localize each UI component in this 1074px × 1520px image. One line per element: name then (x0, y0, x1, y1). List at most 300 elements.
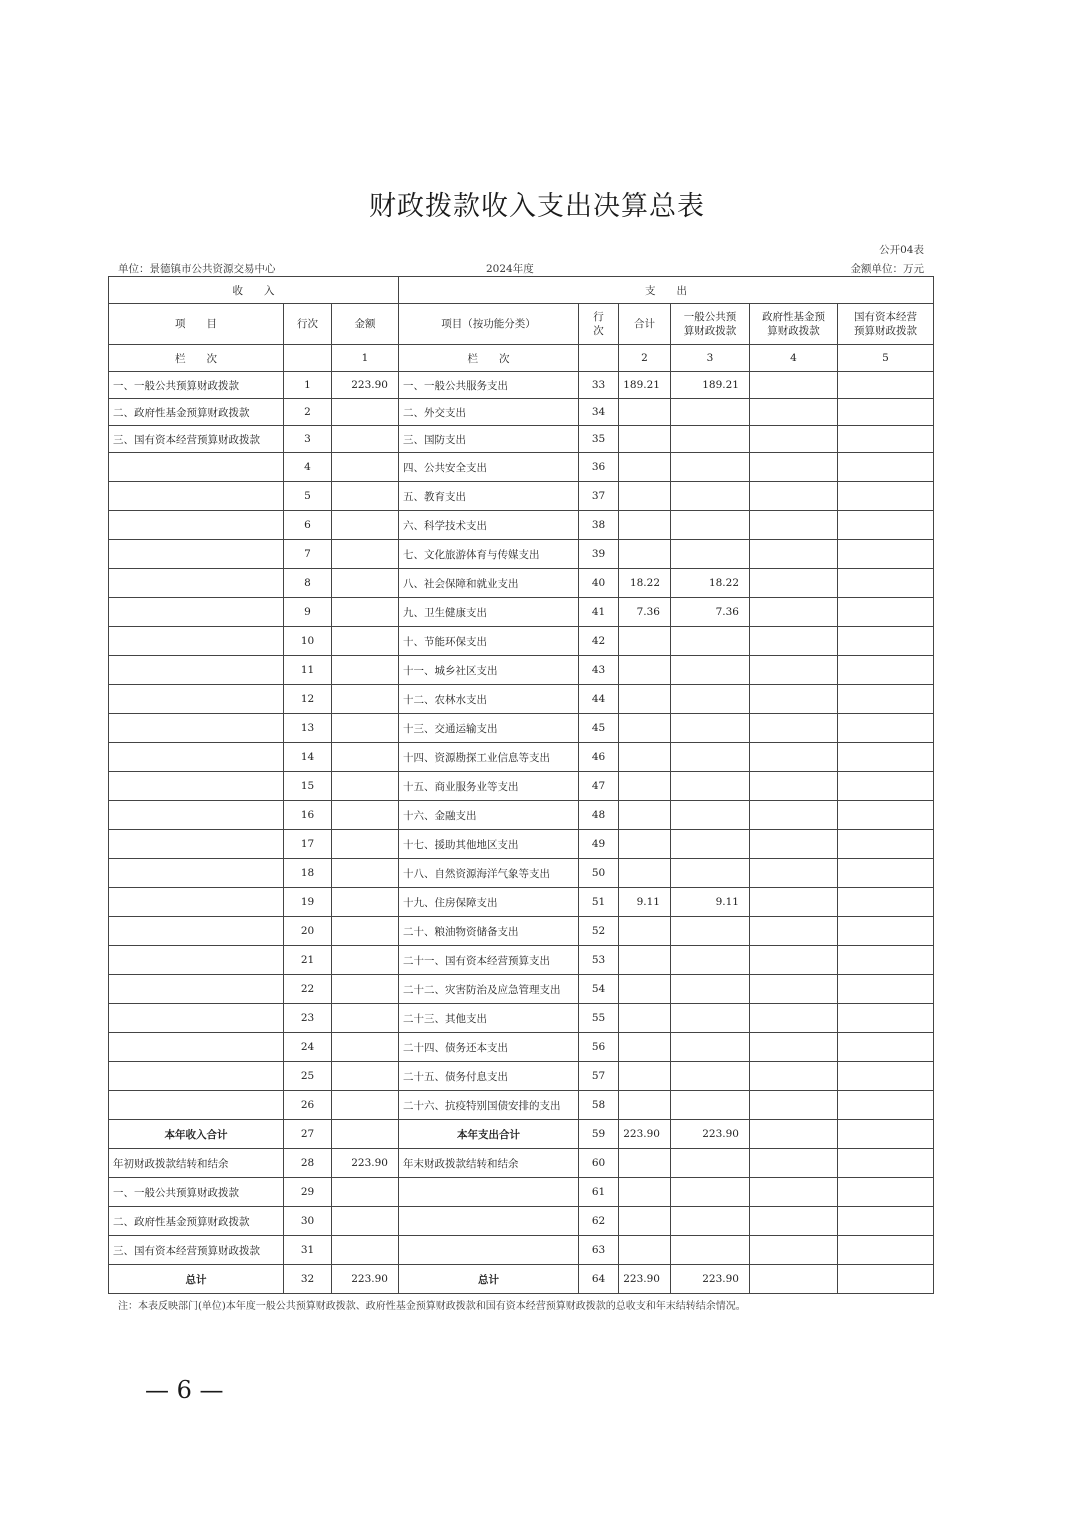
income-amount (332, 1120, 399, 1149)
income-line: 21 (284, 946, 332, 975)
soe-amount (838, 540, 934, 569)
expense-header: 支 出 (399, 277, 934, 304)
expense-line: 50 (579, 859, 619, 888)
soe-amount (838, 859, 934, 888)
income-amount (332, 511, 399, 540)
gov-fund-amount (750, 540, 838, 569)
soe-amount (838, 372, 934, 399)
income-item (109, 569, 284, 598)
expense-total (619, 1062, 671, 1091)
expense-line: 49 (579, 830, 619, 859)
table-row (109, 888, 934, 917)
income-item (109, 627, 284, 656)
income-line: 6 (284, 511, 332, 540)
income-line: 1 (284, 372, 332, 399)
general-budget-amount (671, 1236, 750, 1265)
expense-item: 二十二、灾害防治及应急管理支出 (399, 975, 579, 1004)
income-item (109, 714, 284, 743)
table-row (109, 372, 934, 399)
table-row (109, 453, 934, 482)
income-line: 8 (284, 569, 332, 598)
soe-amount (838, 1236, 934, 1265)
gov-fund-amount (750, 1120, 838, 1149)
income-item (109, 743, 284, 772)
income-line: 5 (284, 482, 332, 511)
table-row (109, 1091, 934, 1120)
income-amount (332, 743, 399, 772)
income-line: 13 (284, 714, 332, 743)
income-amount (332, 399, 399, 426)
income-amount (332, 975, 399, 1004)
general-budget-amount: 223.90 (671, 1265, 750, 1294)
table-row (109, 1265, 934, 1294)
general-budget-amount (671, 975, 750, 1004)
expense-total (619, 1091, 671, 1120)
expense-line: 64 (579, 1265, 619, 1294)
table-row (109, 1004, 934, 1033)
income-amount (332, 859, 399, 888)
col-number-5: 5 (838, 345, 934, 372)
gov-fund-amount (750, 772, 838, 801)
income-amount (332, 714, 399, 743)
income-line: 27 (284, 1120, 332, 1149)
expense-line: 57 (579, 1062, 619, 1091)
income-amount (332, 1236, 399, 1265)
expense-line: 59 (579, 1120, 619, 1149)
income-amount (332, 656, 399, 685)
item-func-header: 项目（按功能分类） (399, 304, 579, 345)
income-item (109, 772, 284, 801)
expense-line: 56 (579, 1033, 619, 1062)
income-amount (332, 1062, 399, 1091)
income-amount (332, 1004, 399, 1033)
income-item (109, 1091, 284, 1120)
expense-item: 一、一般公共服务支出 (399, 372, 579, 399)
expense-total (619, 685, 671, 714)
soe-amount (838, 627, 934, 656)
expense-item: 九、卫生健康支出 (399, 598, 579, 627)
report-year: 2024年度 (486, 263, 534, 275)
expense-line: 34 (579, 399, 619, 426)
income-line: 20 (284, 917, 332, 946)
expense-total (619, 656, 671, 685)
gov-fund-amount (750, 482, 838, 511)
income-amount (332, 946, 399, 975)
income-item (109, 859, 284, 888)
general-budget-amount (671, 1091, 750, 1120)
income-amount (332, 482, 399, 511)
table-row (109, 1178, 934, 1207)
item-header: 项 目 (109, 304, 284, 345)
general-budget-amount (671, 714, 750, 743)
income-item (109, 482, 284, 511)
general-budget-amount (671, 627, 750, 656)
soe-amount (838, 1265, 934, 1294)
gov-fund-amount (750, 801, 838, 830)
expense-item: 十三、交通运输支出 (399, 714, 579, 743)
general-budget-amount (671, 1004, 750, 1033)
income-amount (332, 685, 399, 714)
soe-amount (838, 917, 934, 946)
expense-line: 38 (579, 511, 619, 540)
gov-fund-amount (750, 569, 838, 598)
income-line: 28 (284, 1149, 332, 1178)
income-line: 12 (284, 685, 332, 714)
general-budget-amount (671, 453, 750, 482)
expense-item: 六、科学技术支出 (399, 511, 579, 540)
gov-fund-amount (750, 372, 838, 399)
expense-total (619, 1236, 671, 1265)
table-row (109, 714, 934, 743)
table-note: 注：本表反映部门(单位)本年度一般公共预算财政拨款、政府性基金预算财政拨款和国有资本经营预算财政拨款的总收支和年末结转结余情况。 (118, 1301, 746, 1312)
expense-line: 33 (579, 372, 619, 399)
expense-total (619, 830, 671, 859)
col-number-4: 4 (750, 345, 838, 372)
table-row (109, 598, 934, 627)
income-item: 二、政府性基金预算财政拨款 (109, 1207, 284, 1236)
income-line: 11 (284, 656, 332, 685)
income-amount (332, 830, 399, 859)
general-budget-amount: 7.36 (671, 598, 750, 627)
income-item (109, 1004, 284, 1033)
expense-item: 十、节能环保支出 (399, 627, 579, 656)
expense-item: 十八、自然资源海洋气象等支出 (399, 859, 579, 888)
income-line: 16 (284, 801, 332, 830)
expense-total (619, 859, 671, 888)
income-item (109, 917, 284, 946)
income-item (109, 685, 284, 714)
table-row (109, 975, 934, 1004)
gov-fund-amount (750, 453, 838, 482)
income-line: 22 (284, 975, 332, 1004)
income-item (109, 540, 284, 569)
income-line: 7 (284, 540, 332, 569)
expense-item: 十一、城乡社区支出 (399, 656, 579, 685)
income-line: 17 (284, 830, 332, 859)
table-row (109, 917, 934, 946)
gov-fund-amount (750, 598, 838, 627)
income-item (109, 975, 284, 1004)
expense-total (619, 1149, 671, 1178)
general-budget-amount: 223.90 (671, 1120, 750, 1149)
expense-line: 53 (579, 946, 619, 975)
soe-amount (838, 511, 934, 540)
column-number-row (109, 345, 934, 372)
expense-line: 46 (579, 743, 619, 772)
soe-amount (838, 1033, 934, 1062)
income-item (109, 1062, 284, 1091)
general-budget-amount (671, 482, 750, 511)
income-header: 收 入 (109, 277, 399, 304)
income-amount (332, 1207, 399, 1236)
income-line: 15 (284, 772, 332, 801)
expense-item: 二十五、债务付息支出 (399, 1062, 579, 1091)
income-line: 3 (284, 426, 332, 453)
expense-item: 五、教育支出 (399, 482, 579, 511)
soe-amount (838, 1149, 934, 1178)
expense-item: 十六、金融支出 (399, 801, 579, 830)
table-row (109, 540, 934, 569)
col-number-3: 3 (671, 345, 750, 372)
soe-header: 国有资本经营 预算财政拨款 (838, 304, 934, 345)
table-row (109, 1033, 934, 1062)
expense-total: 223.90 (619, 1265, 671, 1294)
income-item (109, 453, 284, 482)
soe-amount (838, 1062, 934, 1091)
income-item: 一、一般公共预算财政拨款 (109, 372, 284, 399)
expense-item: 本年支出合计 (399, 1120, 579, 1149)
expense-total: 223.90 (619, 1120, 671, 1149)
expense-line: 61 (579, 1178, 619, 1207)
expense-total (619, 627, 671, 656)
income-item (109, 888, 284, 917)
expense-line: 60 (579, 1149, 619, 1178)
expense-total (619, 975, 671, 1004)
expense-line: 58 (579, 1091, 619, 1120)
table-row (109, 1062, 934, 1091)
expense-item (399, 1236, 579, 1265)
page-number: — 6 — (145, 1376, 224, 1404)
col-label-2: 栏 次 (399, 345, 579, 372)
expense-total (619, 743, 671, 772)
gov-fund-amount (750, 743, 838, 772)
general-budget-amount (671, 511, 750, 540)
table-row (109, 627, 934, 656)
expense-line: 43 (579, 656, 619, 685)
expense-line: 47 (579, 772, 619, 801)
income-item: 本年收入合计 (109, 1120, 284, 1149)
soe-amount (838, 772, 934, 801)
table-row (109, 743, 934, 772)
gov-fund-amount (750, 1149, 838, 1178)
money-unit: 金额单位：万元 (850, 263, 924, 275)
income-line: 32 (284, 1265, 332, 1294)
table-row (109, 1149, 934, 1178)
table-row (109, 946, 934, 975)
income-amount (332, 453, 399, 482)
expense-line: 39 (579, 540, 619, 569)
expense-item: 七、文化旅游体育与传媒支出 (399, 540, 579, 569)
general-budget-amount (671, 917, 750, 946)
gov-fund-amount (750, 830, 838, 859)
income-line: 2 (284, 399, 332, 426)
general-budget-amount: 18.22 (671, 569, 750, 598)
expense-item: 总计 (399, 1265, 579, 1294)
income-item: 三、国有资本经营预算财政拨款 (109, 1236, 284, 1265)
expense-item: 二十三、其他支出 (399, 1004, 579, 1033)
gov-fund-amount (750, 1265, 838, 1294)
expense-item (399, 1178, 579, 1207)
income-amount (332, 917, 399, 946)
gov-fund-amount (750, 975, 838, 1004)
expense-item: 年末财政拨款结转和结余 (399, 1149, 579, 1178)
income-line: 30 (284, 1207, 332, 1236)
expense-total (619, 511, 671, 540)
unit-name: 单位：景德镇市公共资源交易中心 (118, 263, 276, 275)
table-row (109, 482, 934, 511)
income-amount (332, 540, 399, 569)
expense-item: 十二、农林水支出 (399, 685, 579, 714)
expense-total (619, 426, 671, 453)
gov-fund-amount (750, 917, 838, 946)
expense-total (619, 772, 671, 801)
expense-total (619, 714, 671, 743)
income-line: 31 (284, 1236, 332, 1265)
table-row (109, 830, 934, 859)
page-title: 财政拨款收入支出决算总表 (369, 191, 705, 222)
soe-amount (838, 1207, 934, 1236)
soe-amount (838, 453, 934, 482)
income-amount: 223.90 (332, 1265, 399, 1294)
expense-line: 42 (579, 627, 619, 656)
expense-item: 二、外交支出 (399, 399, 579, 426)
income-item (109, 511, 284, 540)
soe-amount (838, 598, 934, 627)
income-amount: 223.90 (332, 1149, 399, 1178)
income-line: 10 (284, 627, 332, 656)
income-line: 23 (284, 1004, 332, 1033)
soe-amount (838, 1091, 934, 1120)
expense-total: 7.36 (619, 598, 671, 627)
expense-item: 二十六、抗疫特别国债安排的支出 (399, 1091, 579, 1120)
gov-fund-amount (750, 888, 838, 917)
soe-amount (838, 569, 934, 598)
income-amount (332, 426, 399, 453)
soe-amount (838, 714, 934, 743)
expense-item: 十五、商业服务业等支出 (399, 772, 579, 801)
expense-total (619, 1207, 671, 1236)
table-row (109, 656, 934, 685)
gov-fund-amount (750, 399, 838, 426)
expense-line: 51 (579, 888, 619, 917)
header-row-1 (109, 277, 934, 304)
expense-total: 18.22 (619, 569, 671, 598)
general-budget-amount: 189.21 (671, 372, 750, 399)
income-amount (332, 888, 399, 917)
table-row (109, 859, 934, 888)
expense-total (619, 399, 671, 426)
table-row (109, 399, 934, 426)
gov-fund-amount (750, 656, 838, 685)
gov-fund-amount (750, 1091, 838, 1120)
table-row (109, 569, 934, 598)
general-budget-amount (671, 946, 750, 975)
soe-amount (838, 1120, 934, 1149)
income-amount (332, 569, 399, 598)
expense-total (619, 946, 671, 975)
expense-total (619, 540, 671, 569)
income-item: 年初财政拨款结转和结余 (109, 1149, 284, 1178)
total-header: 合计 (619, 304, 671, 345)
income-item (109, 830, 284, 859)
income-item: 二、政府性基金预算财政拨款 (109, 399, 284, 426)
income-line: 25 (284, 1062, 332, 1091)
expense-total (619, 1004, 671, 1033)
expense-line: 55 (579, 1004, 619, 1033)
expense-line: 45 (579, 714, 619, 743)
expense-line: 41 (579, 598, 619, 627)
gov-fund-amount (750, 426, 838, 453)
gov-fund-amount (750, 627, 838, 656)
income-line: 18 (284, 859, 332, 888)
soe-amount (838, 830, 934, 859)
gov-fund-header: 政府性基金预 算财政拨款 (750, 304, 838, 345)
expense-item: 三、国防支出 (399, 426, 579, 453)
gov-fund-amount (750, 1062, 838, 1091)
gov-fund-amount (750, 859, 838, 888)
table-row (109, 801, 934, 830)
soe-amount (838, 1004, 934, 1033)
table-row (109, 1120, 934, 1149)
col-number-2: 2 (619, 345, 671, 372)
gov-fund-amount (750, 1178, 838, 1207)
col-label: 栏 次 (109, 345, 284, 372)
general-budget-amount (671, 1178, 750, 1207)
income-amount (332, 1178, 399, 1207)
income-line: 14 (284, 743, 332, 772)
income-item: 总计 (109, 1265, 284, 1294)
soe-amount (838, 399, 934, 426)
income-amount (332, 1033, 399, 1062)
general-budget-amount (671, 656, 750, 685)
general-budget-amount (671, 426, 750, 453)
expense-item: 八、社会保障和就业支出 (399, 569, 579, 598)
expense-line: 48 (579, 801, 619, 830)
expense-line: 54 (579, 975, 619, 1004)
expense-total: 189.21 (619, 372, 671, 399)
income-item (109, 801, 284, 830)
soe-amount (838, 1178, 934, 1207)
gov-fund-amount (750, 946, 838, 975)
table-row (109, 685, 934, 714)
expense-line: 40 (579, 569, 619, 598)
general-budget-amount (671, 859, 750, 888)
table-row (109, 1207, 934, 1236)
income-amount (332, 1091, 399, 1120)
expense-line: 35 (579, 426, 619, 453)
expense-total (619, 801, 671, 830)
table-row (109, 772, 934, 801)
income-item (109, 598, 284, 627)
soe-amount (838, 685, 934, 714)
expense-item: 十四、资源勘探工业信息等支出 (399, 743, 579, 772)
expense-line: 36 (579, 453, 619, 482)
expense-total: 9.11 (619, 888, 671, 917)
soe-amount (838, 656, 934, 685)
income-item (109, 1033, 284, 1062)
general-budget-amount (671, 1062, 750, 1091)
income-line: 4 (284, 453, 332, 482)
income-amount: 223.90 (332, 372, 399, 399)
gov-fund-amount (750, 1207, 838, 1236)
expense-item: 二十四、债务还本支出 (399, 1033, 579, 1062)
general-budget-amount (671, 772, 750, 801)
soe-amount (838, 743, 934, 772)
gov-fund-amount (750, 714, 838, 743)
income-item: 一、一般公共预算财政拨款 (109, 1178, 284, 1207)
line-header: 行次 (284, 304, 332, 345)
expense-total (619, 917, 671, 946)
general-budget-amount (671, 540, 750, 569)
expense-item (399, 1207, 579, 1236)
income-amount (332, 627, 399, 656)
income-item: 三、国有资本经营预算财政拨款 (109, 426, 284, 453)
income-amount (332, 801, 399, 830)
expense-item: 二十一、国有资本经营预算支出 (399, 946, 579, 975)
gov-fund-amount (750, 1004, 838, 1033)
gov-fund-amount (750, 685, 838, 714)
table-row (109, 426, 934, 453)
